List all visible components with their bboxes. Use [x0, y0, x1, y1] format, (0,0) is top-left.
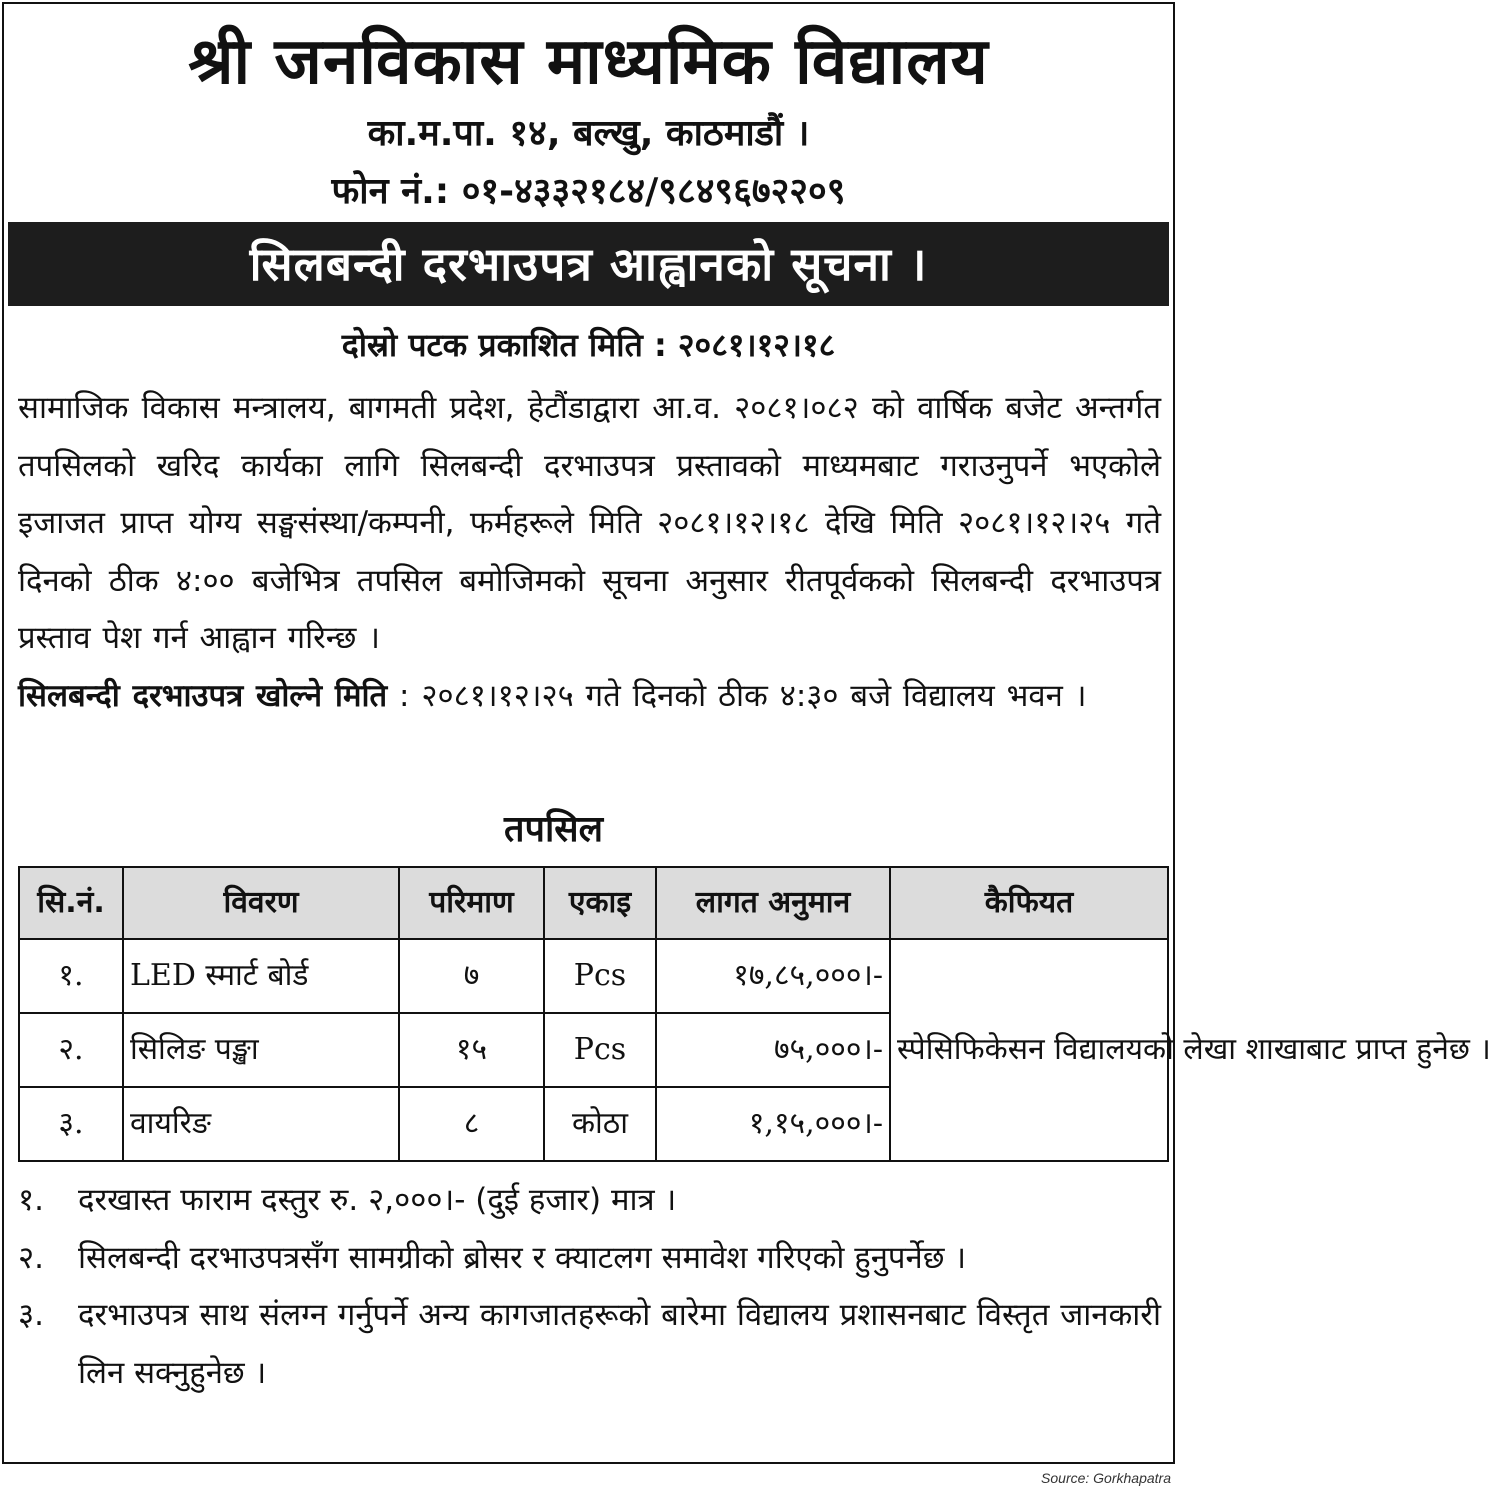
table-row: [19, 939, 1168, 1013]
list-item: [18, 1230, 1161, 1288]
cell-unit: Pcs: [544, 1013, 656, 1087]
cell-sn: ३.: [19, 1087, 123, 1161]
cell-sn: १.: [19, 939, 123, 1013]
note-text: दरखास्त फाराम दस्तुर रु. २,०००।- (दुई हजार) मात्र ।: [78, 1182, 677, 1218]
opening-date-label: सिलबन्दी दरभाउपत्र खोल्ने मिति: [18, 677, 388, 714]
notice-paragraph: सामाजिक विकास मन्त्रालय, बागमती प्रदेश, हेटौंडाद्वारा आ.व. २०८१।०८२ को वार्षिक बजेट अन्तर्गत तपसिलको खरिद कार्यका लागि सिलबन्दी दरभाउपत्र प्रस्तावको माध्यमबाट गराउनुपर्ने भएकोले इजाजत प्राप्त योग्य सङ्घसंस्था/कम्पनी, फर्महरूले मिति २०८१।१२।१८ देखि मिति २०८१।१२।२५ गते दिनको ठीक ४:०० बजेभित्र तपसिल बमोजिमको सूचना अनुसार रीतपूर्वकको सिलबन्दी दरभाउपत्र प्रस्ताव पेश गर्न आह्वान गरिन्छ ।: [18, 390, 1161, 657]
cell-remarks: स्पेसिफिकेसन विद्यालयको लेखा शाखाबाट प्राप्त हुनेछ ।: [890, 939, 1168, 1161]
note-number: २.: [18, 1239, 44, 1276]
opening-date-text: : २०८१।१२।२५ गते दिनको ठीक ४:३० बजे विद्यालय भवन ।: [387, 677, 1087, 714]
cell-quantity: १५: [399, 1013, 544, 1087]
note-text: दरभाउपत्र साथ संलग्न गर्नुपर्ने अन्य कागजातहरूको बारेमा विद्यालय प्रशासनबाट विस्तृत जानकारी लिन सक्नुहुनेछ ।: [78, 1297, 1161, 1391]
note-number: ३.: [18, 1297, 44, 1334]
cell-description: सिलिङ पङ्खा: [123, 1013, 399, 1087]
cell-cost: ७५,०००।-: [656, 1013, 890, 1087]
note-number: १.: [18, 1182, 44, 1218]
notice-frame: [2, 2, 1491, 1464]
notice-title-banner: सिलबन्दी दरभाउपत्र आह्वानको सूचना ।: [8, 222, 1169, 306]
list-item: [18, 1287, 1161, 1402]
cell-unit: कोठा: [544, 1087, 656, 1161]
publication-date: दोस्रो पटक प्रकाशित मिति : २०८१।१२।१८: [341, 326, 836, 364]
cell-sn: २.: [19, 1013, 123, 1087]
schedule-title: तपसिल: [504, 809, 604, 850]
school-address: का.म.पा. १४, बल्खु, काठमाडौं ।: [367, 113, 810, 154]
header-remarks: कैफियत: [890, 867, 1168, 939]
items-table: [18, 866, 1491, 1162]
header-quantity: परिमाण: [399, 867, 544, 939]
source-credit: Source: Gorkhapatra: [1041, 1470, 1171, 1486]
note-text: सिलबन्दी दरभाउपत्रसँग सामग्रीको ब्रोसर र क्याटलग समावेश गरिएको हुनुपर्नेछ ।: [78, 1239, 967, 1276]
notice-body: [18, 380, 1161, 726]
table-header-row: [19, 867, 1168, 939]
school-name: श्री जनविकास माध्यमिक विद्यालय: [188, 25, 989, 99]
list-item: [18, 1172, 1161, 1230]
cell-unit: Pcs: [544, 939, 656, 1013]
cell-quantity: ७: [399, 939, 544, 1013]
header-cost: लागत अनुमान: [656, 867, 890, 939]
header-unit: एकाइ: [544, 867, 656, 939]
cell-description: LED स्मार्ट बोर्ड: [123, 939, 399, 1013]
school-phone: फोन नं.: ०१-४३३२१८४/९८४९६७२२०९: [331, 171, 846, 212]
notes-list: [18, 1172, 1161, 1402]
header-sn: सि.नं.: [19, 867, 123, 939]
cell-description: वायरिङ: [123, 1087, 399, 1161]
cell-cost: १,१५,०००।-: [656, 1087, 890, 1161]
header-description: विवरण: [123, 867, 399, 939]
cell-quantity: ८: [399, 1087, 544, 1161]
cell-cost: १७,८५,०००।-: [656, 939, 890, 1013]
